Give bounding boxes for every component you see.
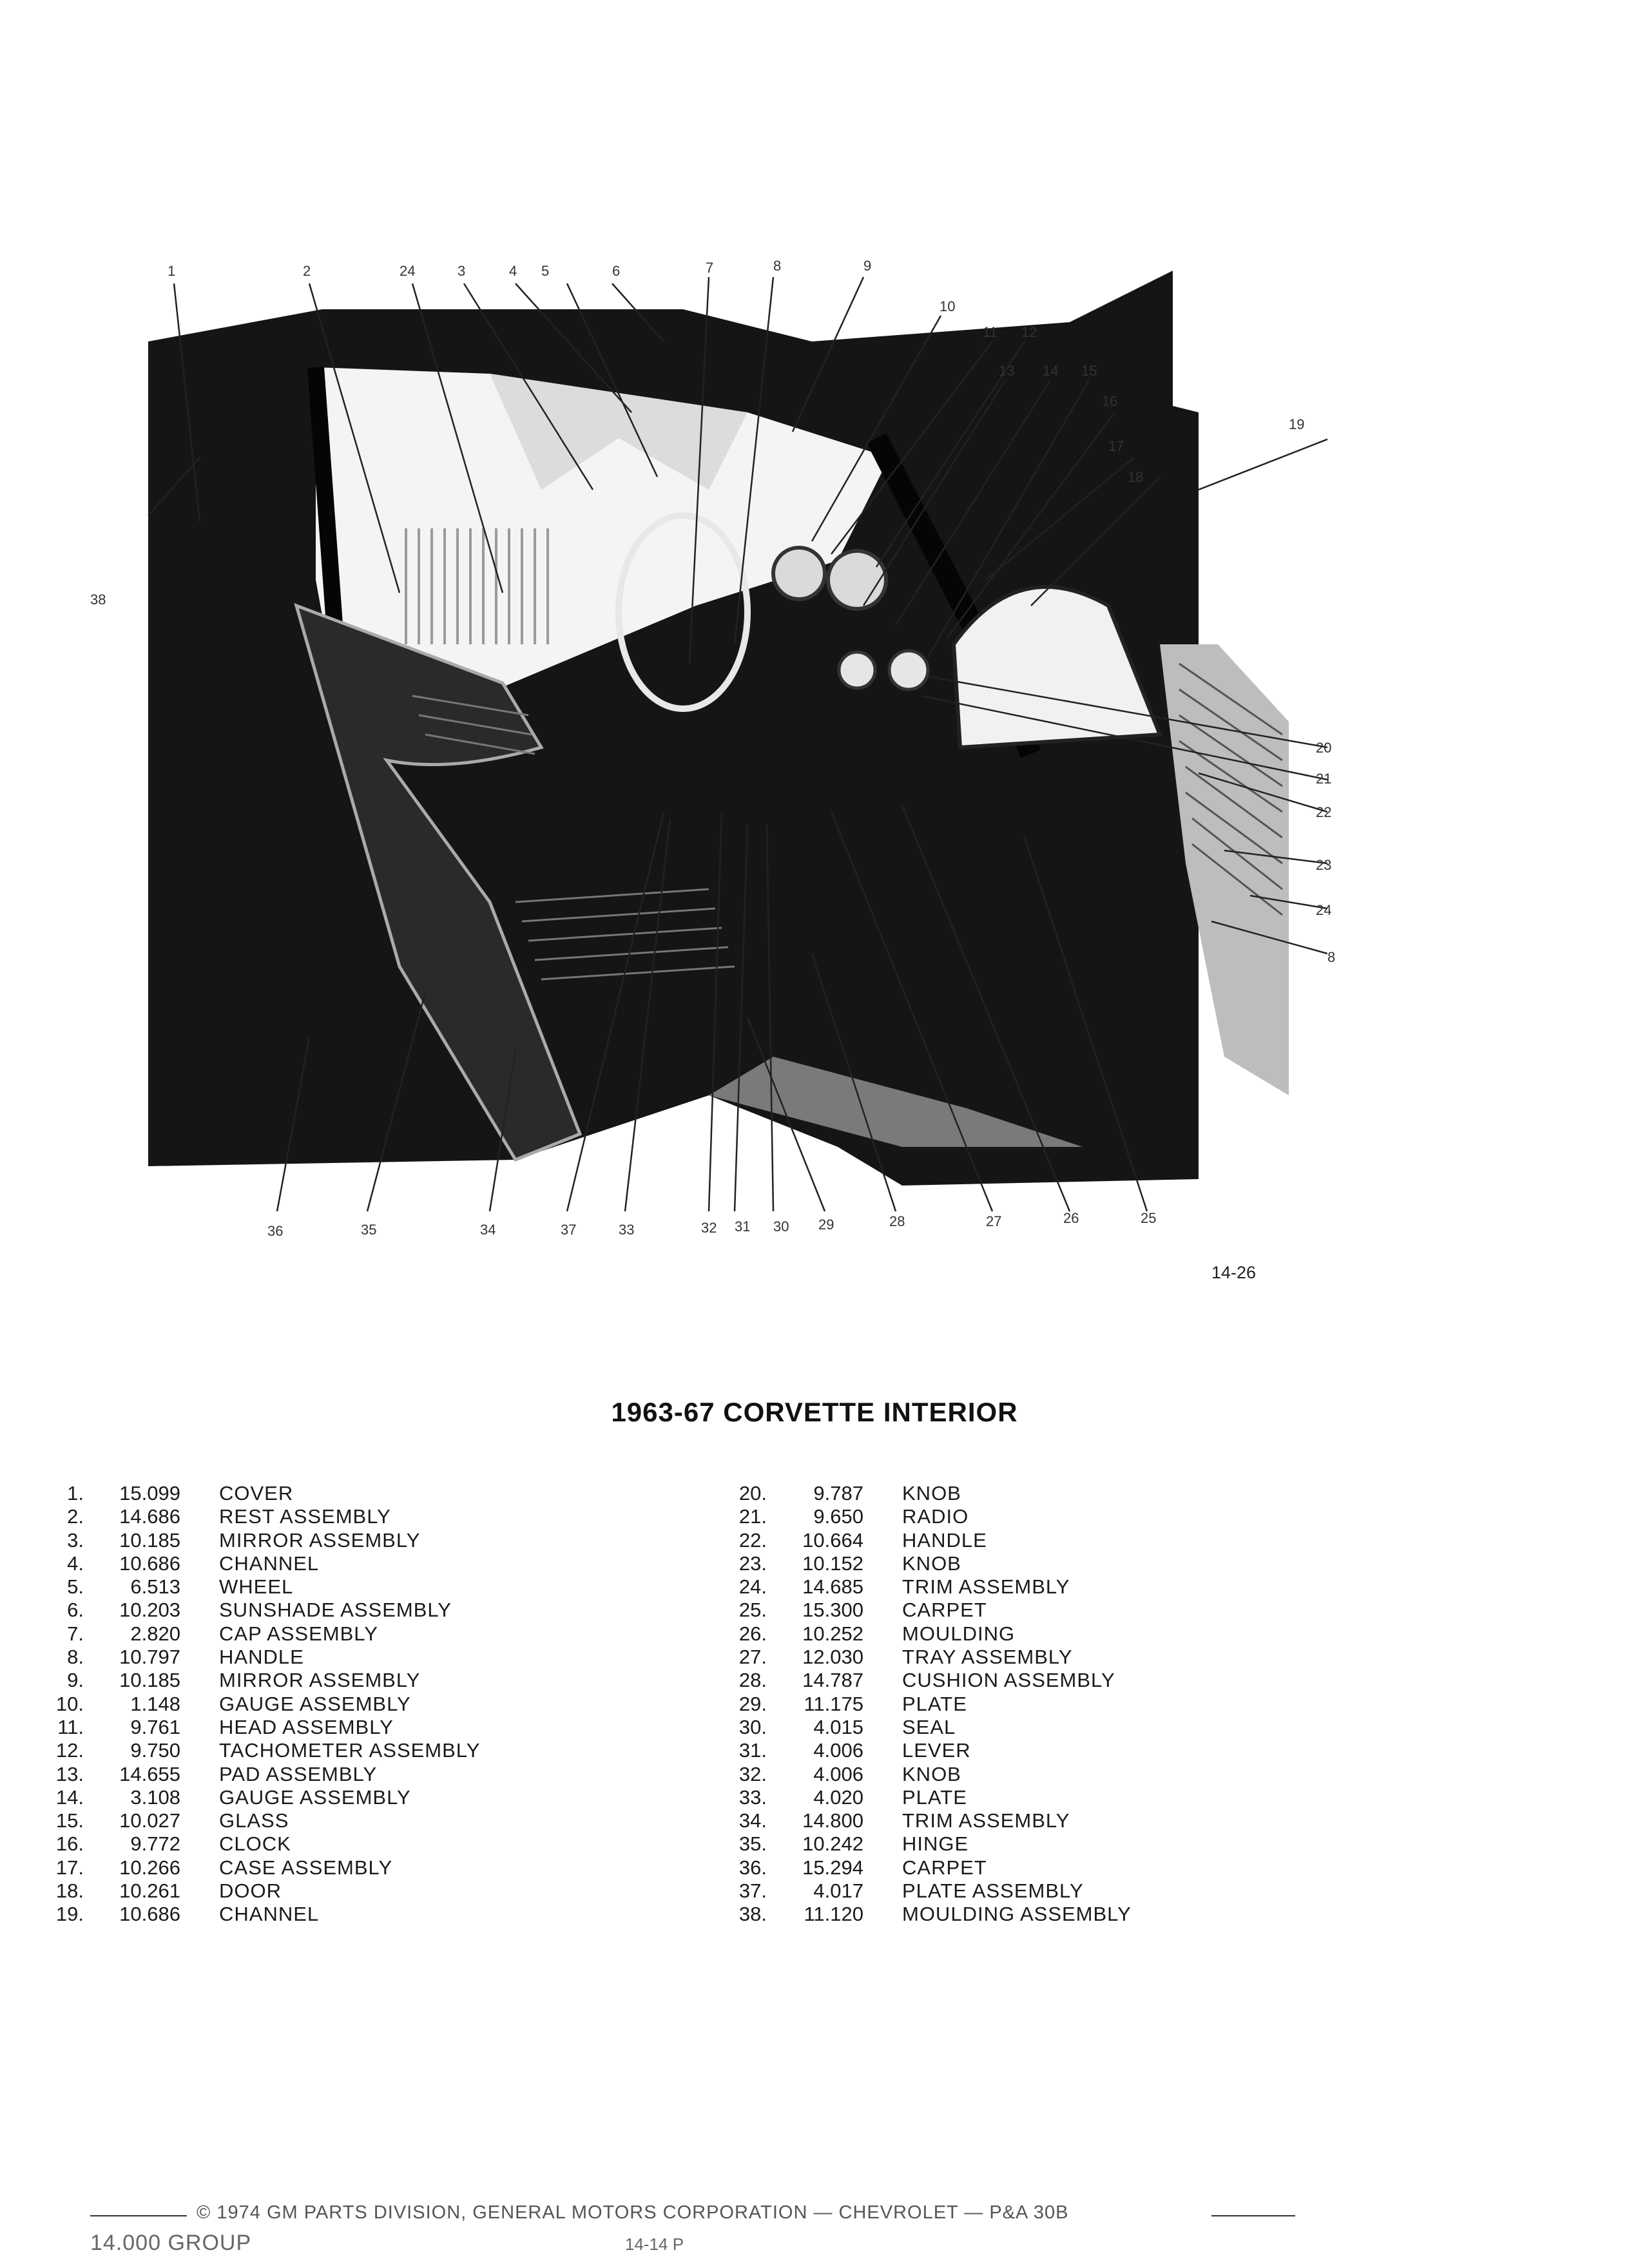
part-number: 20. (738, 1482, 767, 1504)
part-code: 3.108 (130, 1785, 180, 1809)
part-name: SUNSHADE ASSEMBLY (219, 1599, 452, 1622)
callout-12: 12 (1021, 324, 1037, 340)
callout-24-right: 24 (1316, 902, 1332, 918)
part-code: 11.175 (804, 1692, 863, 1715)
part-number: 23. (738, 1552, 767, 1575)
part-number: 13. (55, 1762, 84, 1785)
figure-number: 14-26 (1211, 1263, 1257, 1282)
part-number: 22. (738, 1528, 767, 1552)
part-code: 1.148 (130, 1692, 180, 1715)
callout-21: 21 (1316, 771, 1332, 787)
part-number: 37. (738, 1879, 767, 1903)
part-number: 36. (738, 1856, 767, 1879)
part-code: 9.787 (813, 1482, 863, 1504)
part-number: 31. (738, 1739, 767, 1762)
part-name: HEAD ASSEMBLY (219, 1715, 394, 1738)
part-code: 15.294 (802, 1856, 863, 1879)
part-number: 30. (738, 1715, 767, 1738)
callout-38: 38 (90, 591, 106, 608)
part-code: 2.820 (130, 1622, 180, 1645)
callout-37: 37 (561, 1222, 577, 1238)
callout-26: 26 (1063, 1210, 1079, 1226)
part-code: 14.787 (802, 1669, 863, 1692)
part-number: 7. (67, 1622, 84, 1645)
part-number: 16. (55, 1832, 84, 1856)
part-number: 33. (738, 1785, 767, 1809)
part-number: 5. (67, 1575, 84, 1599)
part-name: GAUGE ASSEMBLY (219, 1692, 411, 1715)
part-number: 32. (738, 1762, 767, 1785)
part-name: TRAY ASSEMBLY (902, 1646, 1073, 1669)
part-name: HANDLE (219, 1646, 304, 1669)
part-number: 26. (738, 1622, 767, 1645)
part-name: KNOB (902, 1762, 961, 1785)
part-number: 28. (738, 1669, 767, 1692)
part-code: 9.750 (130, 1739, 180, 1762)
part-name: KNOB (902, 1552, 961, 1575)
part-number: 15. (55, 1809, 84, 1832)
callout-16: 16 (1102, 393, 1118, 409)
part-name: CUSHION ASSEMBLY (902, 1669, 1115, 1692)
part-name: CASE ASSEMBLY (219, 1856, 393, 1879)
part-number: 3. (67, 1528, 84, 1552)
part-name: PLATE ASSEMBLY (902, 1879, 1084, 1903)
callout-11: 11 (983, 324, 998, 340)
part-name: KNOB (902, 1482, 961, 1504)
callout-34: 34 (480, 1222, 496, 1238)
part-number: 6. (67, 1599, 84, 1622)
part-code: 10.261 (119, 1879, 180, 1903)
callout-4: 4 (509, 263, 517, 279)
callout-25: 25 (1141, 1210, 1157, 1226)
callout-22: 22 (1316, 804, 1332, 820)
part-number: 34. (738, 1809, 767, 1832)
part-number: 4. (67, 1552, 84, 1575)
part-number: 10. (55, 1692, 84, 1715)
part-number: 14. (55, 1785, 84, 1809)
part-name: MIRROR ASSEMBLY (219, 1528, 421, 1552)
part-code: 10.203 (119, 1599, 180, 1622)
callout-19: 19 (1289, 416, 1305, 432)
part-code: 10.185 (119, 1669, 180, 1692)
part-code: 14.686 (119, 1505, 180, 1528)
callout-33: 33 (619, 1222, 635, 1238)
part-number: 38. (738, 1903, 767, 1926)
part-code: 10.686 (119, 1903, 180, 1926)
callout-14: 14 (1043, 363, 1059, 379)
part-name: TACHOMETER ASSEMBLY (219, 1739, 481, 1762)
part-number: 11. (57, 1715, 84, 1738)
part-name: PLATE (902, 1692, 967, 1715)
footer-copyright: © 1974 GM PARTS DIVISION, GENERAL MOTORS CORPORATION — CHEVROLET — P&A 30B (197, 2202, 1069, 2223)
part-code: 10.266 (119, 1856, 180, 1879)
callout-15: 15 (1081, 363, 1097, 379)
callout-35: 35 (361, 1222, 377, 1238)
part-name: CARPET (902, 1856, 987, 1879)
part-name: MIRROR ASSEMBLY (219, 1669, 421, 1692)
callout-31: 31 (735, 1218, 751, 1235)
callout-30: 30 (773, 1218, 789, 1235)
part-number: 17. (55, 1856, 84, 1879)
callout-20: 20 (1316, 740, 1332, 756)
part-code: 4.015 (813, 1715, 863, 1738)
part-name: RADIO (902, 1505, 969, 1528)
part-number: 29. (738, 1692, 767, 1715)
part-name: PLATE (902, 1785, 967, 1809)
callout-8-top: 8 (773, 258, 782, 274)
part-code: 12.030 (802, 1646, 863, 1669)
callout-28: 28 (889, 1213, 905, 1229)
part-number: 25. (738, 1599, 767, 1622)
part-code: 10.242 (802, 1832, 863, 1856)
part-number: 24. (738, 1575, 767, 1599)
part-code: 10.664 (802, 1528, 863, 1552)
part-number: 27. (738, 1646, 767, 1669)
callout-5: 5 (541, 263, 550, 279)
part-name: REST ASSEMBLY (219, 1505, 391, 1528)
part-name: PAD ASSEMBLY (219, 1762, 378, 1785)
part-code: 4.006 (813, 1762, 863, 1785)
part-code: 14.800 (802, 1809, 863, 1832)
part-code: 10.252 (802, 1622, 863, 1645)
part-name: HINGE (902, 1832, 969, 1856)
part-number: 2. (67, 1505, 84, 1528)
callout-23: 23 (1316, 857, 1332, 873)
part-name: LEVER (902, 1739, 971, 1762)
part-name: GLASS (219, 1809, 289, 1832)
part-name: CAP ASSEMBLY (219, 1622, 378, 1645)
part-number: 12. (55, 1739, 84, 1762)
callout-10: 10 (940, 298, 956, 314)
part-code: 4.020 (813, 1785, 863, 1809)
part-code: 14.655 (119, 1762, 180, 1785)
callout-29: 29 (818, 1216, 834, 1233)
part-code: 15.300 (802, 1599, 863, 1622)
part-code: 11.120 (804, 1903, 863, 1926)
callout-8-right: 8 (1327, 949, 1336, 965)
callout-1: 1 (168, 263, 176, 279)
part-number: 18. (55, 1879, 84, 1903)
part-code: 9.772 (130, 1832, 180, 1856)
callout-6: 6 (612, 263, 621, 279)
part-name: GAUGE ASSEMBLY (219, 1785, 411, 1809)
part-name: TRIM ASSEMBLY (902, 1575, 1070, 1599)
part-name: TRIM ASSEMBLY (902, 1809, 1070, 1832)
callout-9: 9 (863, 258, 872, 274)
page-label: 14-14 P (625, 2234, 684, 2254)
group-label: 14.000 GROUP (90, 2231, 252, 2255)
part-name: SEAL (902, 1715, 956, 1738)
part-name: CHANNEL (219, 1552, 320, 1575)
callout-24-top: 24 (400, 263, 416, 279)
part-number: 35. (738, 1832, 767, 1856)
callout-27: 27 (986, 1213, 1002, 1229)
part-number: 1. (67, 1482, 84, 1504)
part-name: MOULDING ASSEMBLY (902, 1903, 1132, 1926)
part-code: 10.797 (119, 1646, 180, 1669)
page-title: 1963-67 CORVETTE INTERIOR (611, 1397, 1018, 1427)
callout-36: 36 (267, 1223, 284, 1239)
part-code: 10.185 (119, 1528, 180, 1552)
part-code: 9.650 (813, 1505, 863, 1528)
part-code: 4.017 (813, 1879, 863, 1903)
callout-17: 17 (1108, 438, 1124, 454)
part-code: 10.027 (119, 1809, 180, 1832)
part-code: 10.152 (802, 1552, 863, 1575)
part-code: 6.513 (130, 1575, 180, 1599)
part-name: DOOR (219, 1879, 282, 1903)
callout-7: 7 (706, 260, 714, 276)
part-number: 21. (738, 1505, 767, 1528)
callout-13: 13 (999, 363, 1015, 379)
part-name: COVER (219, 1482, 294, 1504)
callout-2: 2 (303, 263, 311, 279)
footer-rule-right (1211, 2215, 1295, 2216)
part-name: HANDLE (902, 1528, 987, 1552)
part-number: 19. (55, 1903, 84, 1926)
part-name: MOULDING (902, 1622, 1016, 1645)
part-code: 15.099 (119, 1482, 180, 1504)
part-name: CLOCK (219, 1832, 291, 1856)
callout-3: 3 (458, 263, 466, 279)
interior-illustration (90, 245, 1336, 1239)
callout-18: 18 (1128, 469, 1144, 485)
part-code: 10.686 (119, 1552, 180, 1575)
part-code: 4.006 (813, 1739, 863, 1762)
part-number: 9. (67, 1669, 84, 1692)
part-code: 9.761 (130, 1715, 180, 1738)
callout-32: 32 (701, 1220, 717, 1236)
footer-rule-left (90, 2215, 187, 2216)
part-name: CHANNEL (219, 1903, 320, 1926)
part-code: 14.685 (802, 1575, 863, 1599)
part-name: CARPET (902, 1599, 987, 1622)
part-name: WHEEL (219, 1575, 294, 1599)
corvette-interior-drawing (129, 245, 1327, 1237)
part-number: 8. (67, 1646, 84, 1669)
